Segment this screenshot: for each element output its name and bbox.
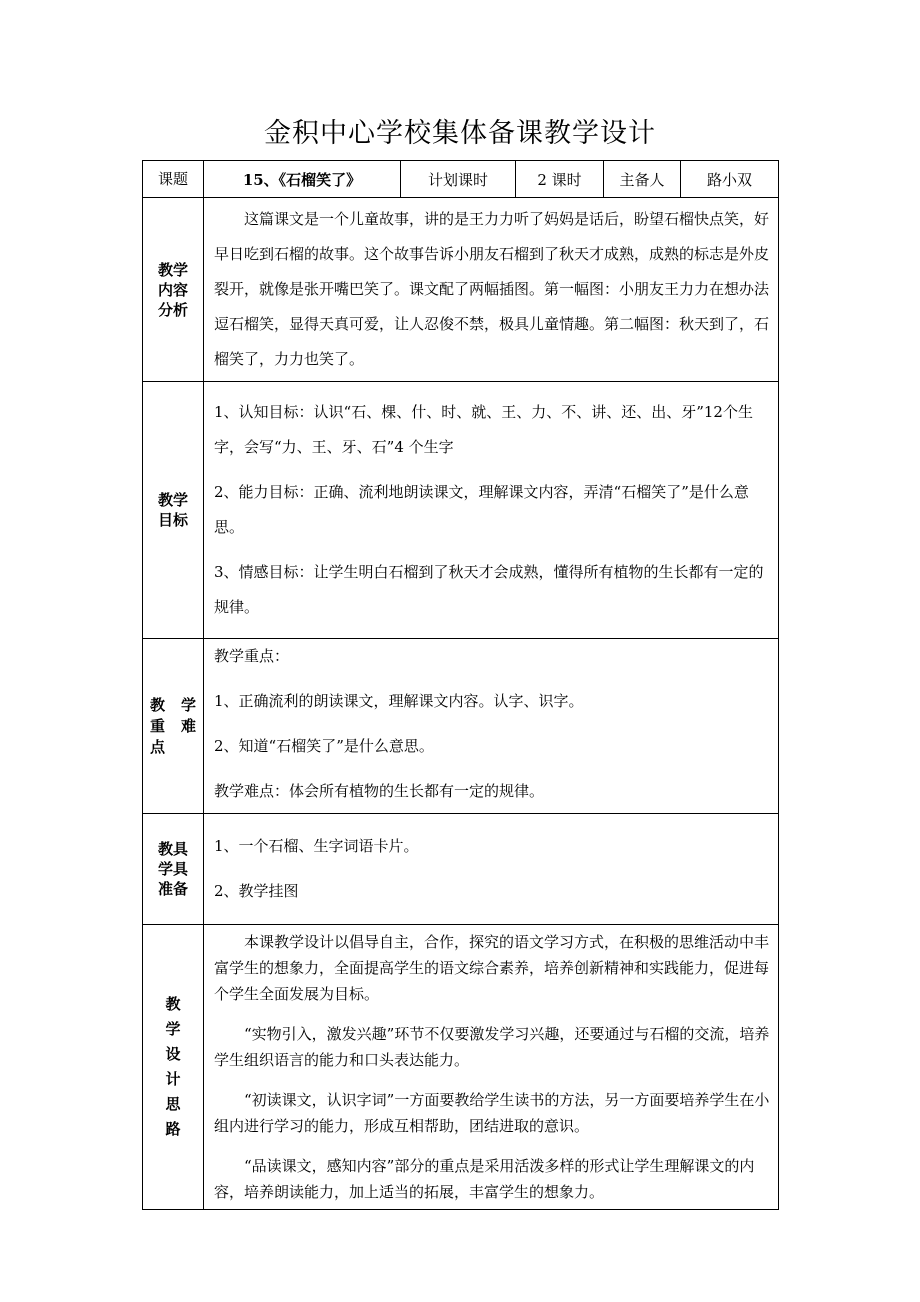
hours-label: 计划课时 <box>401 161 516 198</box>
content-analysis-label: 教学 内容 分析 <box>143 198 204 382</box>
key-point-line: 1、正确流利的朗读课文，理解课文内容。认字、识字。 <box>214 692 584 710</box>
key-point-line: 教学重点： <box>214 647 290 665</box>
design-paragraph: “初读课文，认识字词”一方面要教给学生读书的方法，另一方面要培养学生在小组内进行学习的能力，形成互相帮助，团结进取的意识。 <box>214 1091 770 1135</box>
document-title: 金积中心学校集体备课教学设计 <box>264 118 656 149</box>
lesson-plan-table <box>142 160 779 1210</box>
key-points-row <box>143 639 779 814</box>
design-paragraph: “实物引入，激发兴趣”环节不仅要激发学习兴趣，还要通过与石榴的交流，培养学生组织语言的能力和口头表达能力。 <box>214 1025 770 1069</box>
objectives-label: 教学 目标 <box>143 382 204 639</box>
material-line: 1、一个石榴、生字词语卡片。 <box>214 837 419 855</box>
objective-item: 3、情感目标：让学生明白石榴到了秋天才会成熟，懂得所有植物的生长都有一定的规律。 <box>214 563 764 616</box>
content-analysis-text: 这篇课文是一个儿童故事，讲的是王力力听了妈妈是话后，盼望石榴快点笑，好早日吃到石榴的故事。这个故事告诉小朋友石榴到了秋天才成熟，成熟的标志是外皮裂开，就像是张开嘴巴笑了。课文配了两幅插图。第一幅图：小朋友王力力在想办法逗石榴笑，显得天真可爱，让人忍俊不禁，极具儿童情趣。第二幅图：秋天到了，石榴笑了，力力也笑了。 <box>214 210 770 368</box>
objective-item: 2、能力目标：正确、流利地朗读课文，理解课文内容，弄清“石榴笑了”是什么意思。 <box>214 483 749 536</box>
material-line: 2、教学挂图 <box>214 882 299 900</box>
materials-cell <box>204 814 779 925</box>
materials-row <box>143 814 779 925</box>
key-points-cell <box>204 639 779 814</box>
course-value: 15、《石榴笑了》 <box>204 161 401 198</box>
preparer-value: 路小双 <box>681 161 779 198</box>
design-paragraph: 本课教学设计以倡导自主，合作，探究的语文学习方式，在积极的思维活动中丰富学生的想象力，全面提高学生的语文综合素养，培养创新精神和实践能力，促进每个学生全面发展为目标。 <box>214 933 770 1003</box>
course-label: 课题 <box>143 161 204 198</box>
preparer-label: 主备人 <box>604 161 681 198</box>
header-row <box>143 161 779 198</box>
objective-item: 1、认知目标：认识“石、棵、什、时、就、王、力、不、讲、还、出、牙”12个生字，会写“力、王、牙、石”4 个生字 <box>214 403 753 456</box>
objectives-cell <box>204 382 779 639</box>
design-row <box>143 925 779 1210</box>
objectives-row <box>143 382 779 639</box>
content-analysis-row <box>143 198 779 382</box>
design-cell <box>204 925 779 1210</box>
content-analysis-text-cell <box>204 198 779 382</box>
key-points-label: 教 学 重 难 点 <box>143 639 204 814</box>
design-paragraph: “品读课文，感知内容”部分的重点是采用活泼多样的形式让学生理解课文的内容，培养朗读能力，加上适当的拓展，丰富学生的想象力。 <box>214 1157 755 1201</box>
key-point-line: 2、知道“石榴笑了”是什么意思。 <box>214 737 434 755</box>
materials-label: 教具 学具 准备 <box>143 814 204 925</box>
key-point-line: 教学难点：体会所有植物的生长都有一定的规律。 <box>214 782 545 800</box>
design-label: 教 学 设 计 思 路 <box>143 925 204 1210</box>
hours-value: 2 课时 <box>516 161 604 198</box>
